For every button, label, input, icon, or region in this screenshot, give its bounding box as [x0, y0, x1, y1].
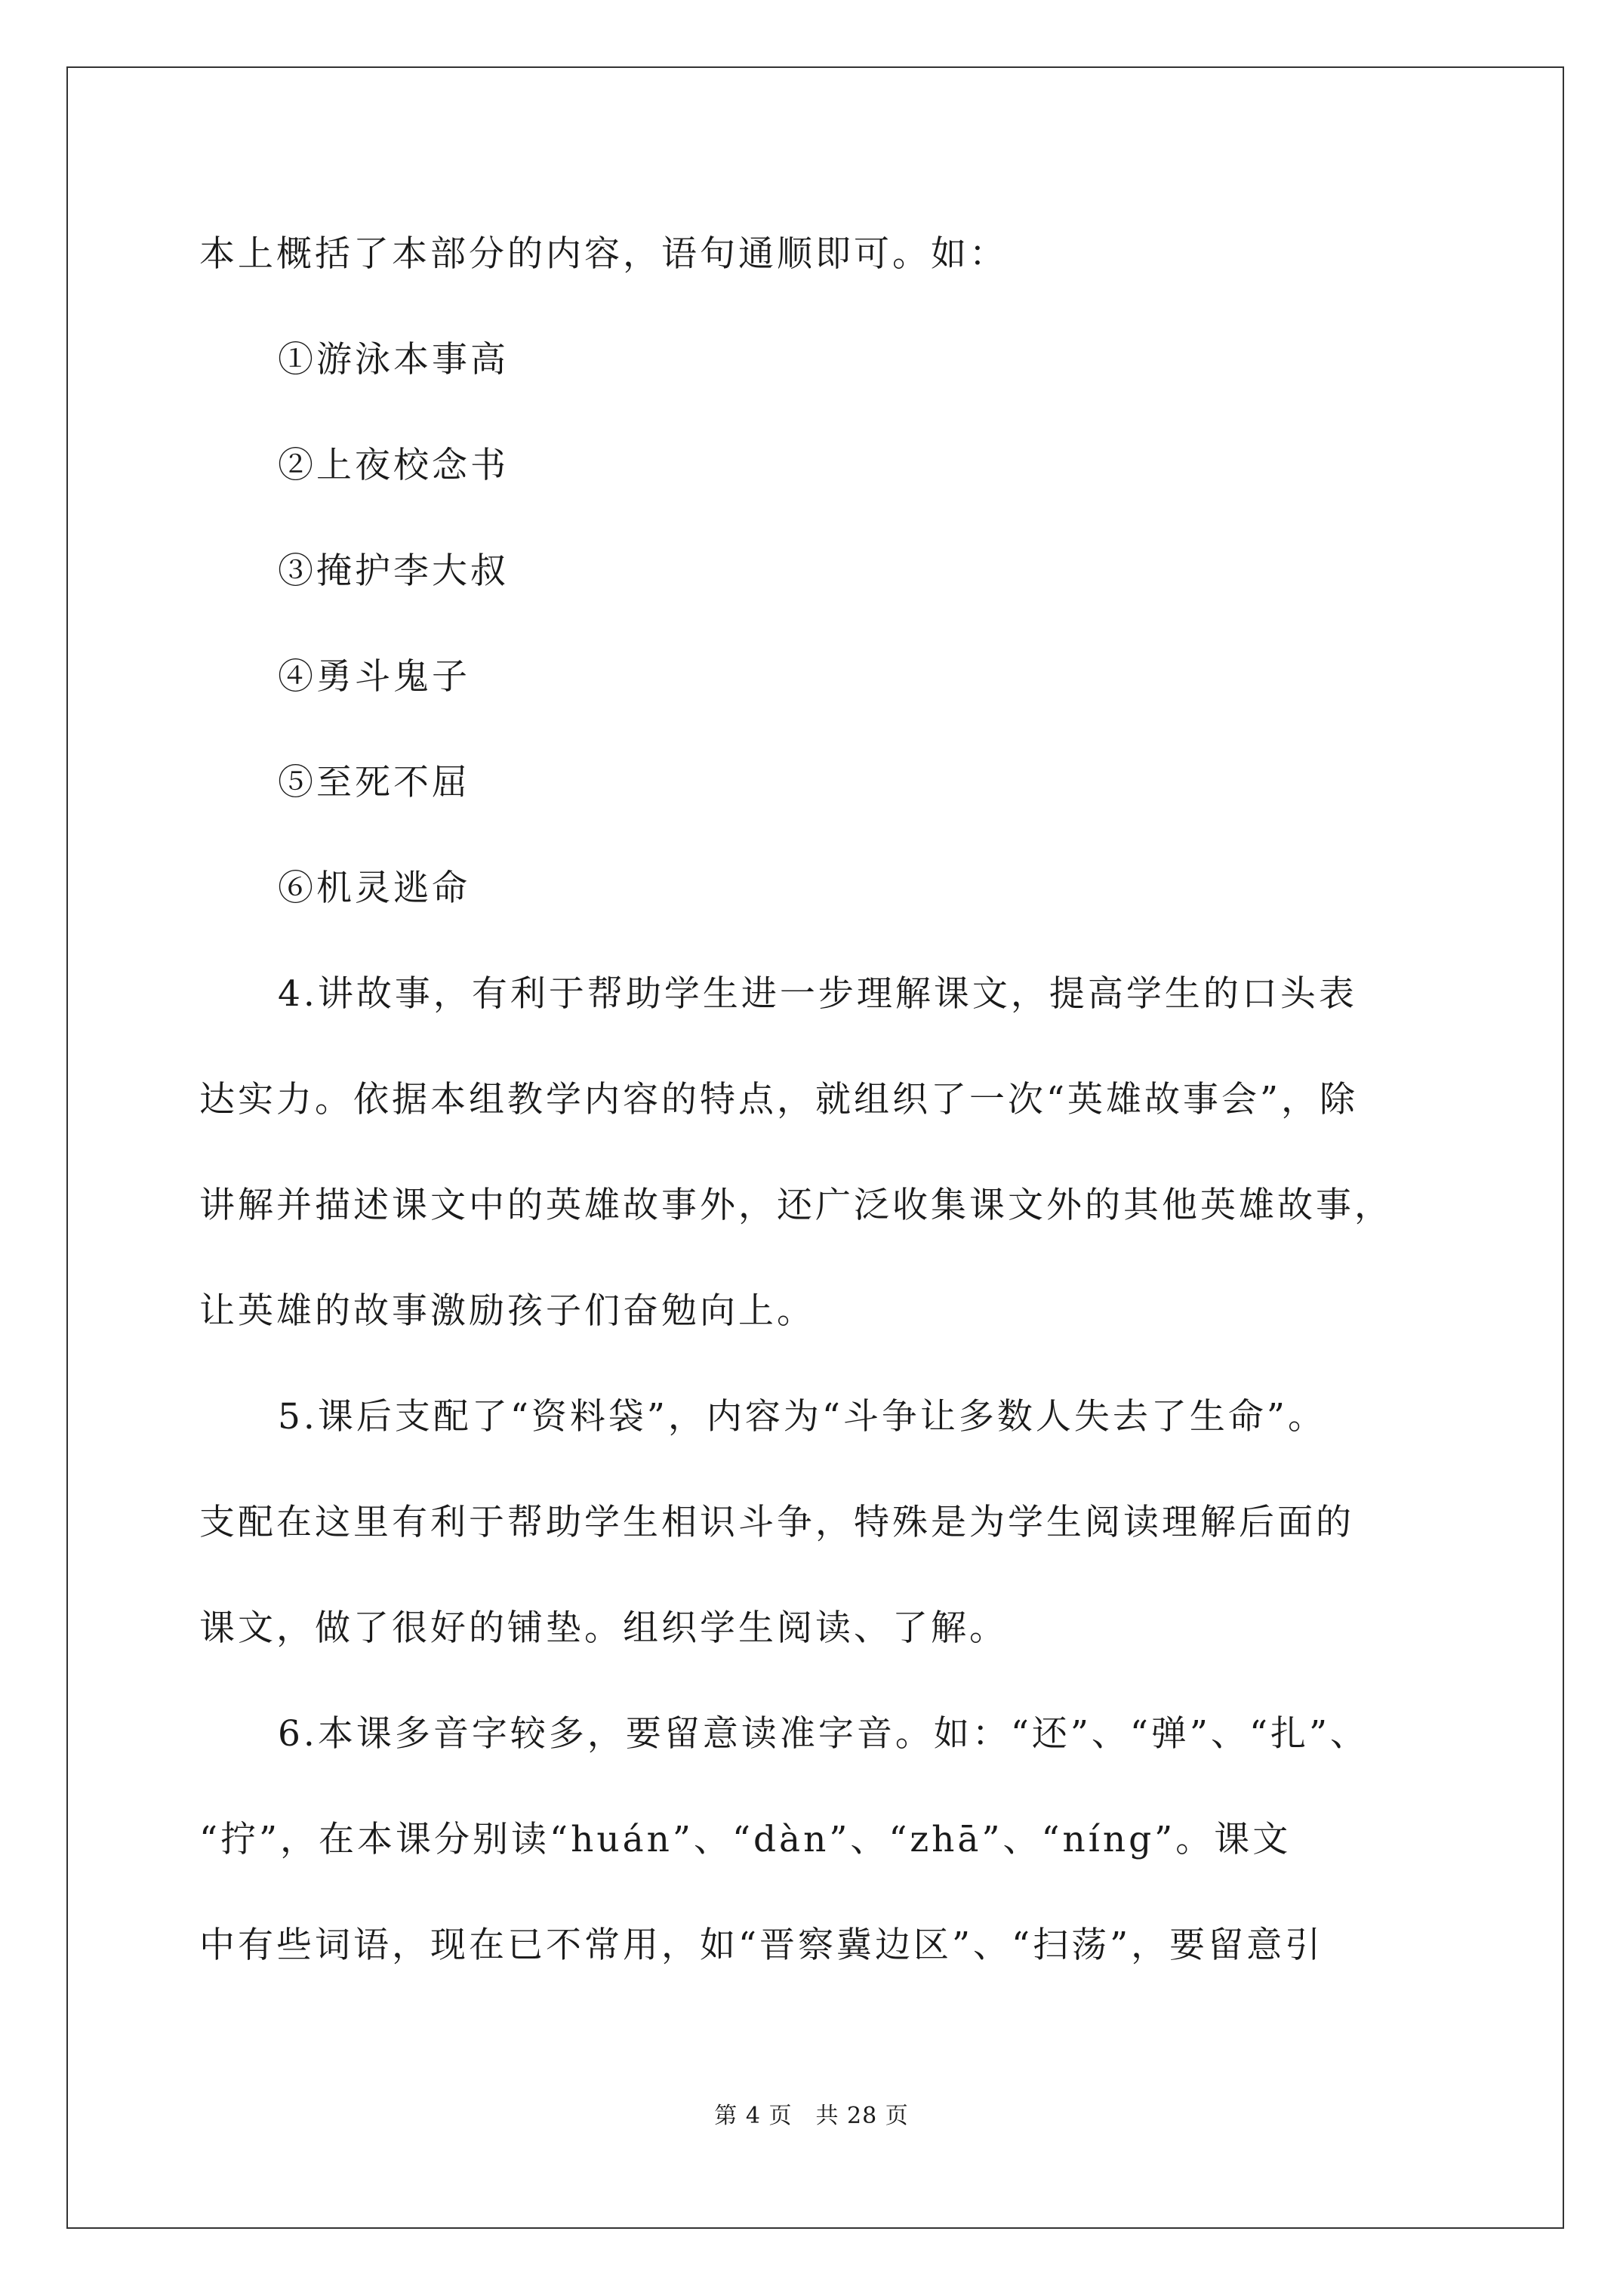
paragraph-5-line: 支配在这里有利于帮助学生相识斗争，特殊是为学生阅读理解后面的 [199, 1502, 1354, 1543]
list-item: ⑤至死不屈 [278, 762, 470, 803]
page-number: 第 4 页 共 28 页 [714, 2103, 909, 2129]
list-item: ②上夜校念书 [278, 445, 509, 486]
page-frame [66, 66, 1564, 2229]
paragraph-4-line: 让英雄的故事激励孩子们奋勉向上。 [199, 1290, 815, 1332]
list-item: ③掩护李大叔 [278, 550, 509, 592]
list-item: ①游泳本事高 [278, 339, 509, 381]
paragraph-6-line: “拧”，在本课分别读“huán”、“dàn”、“zhā”、“níng”。课文 [199, 1819, 1292, 1860]
text-line: 本上概括了本部分的内容，语句通顺即可。如： [199, 233, 1008, 275]
paragraph-4-line: 达实力。依据本组教学内容的特点，就组织了一次“英雄故事会”，除 [199, 1079, 1359, 1120]
list-item: ④勇斗鬼子 [278, 656, 470, 698]
paragraph-4-line: 讲解并描述课文中的英雄故事外，还广泛收集课文外的其他英雄故事， [199, 1185, 1393, 1226]
paragraph-6-line: 中有些词语，现在已不常用，如“晋察冀边区”、“扫荡”，要留意引 [199, 1925, 1324, 1966]
paragraph-4-line: 4.讲故事，有利于帮助学生进一步理解课文，提高学生的口头表 [278, 973, 1357, 1015]
paragraph-6-line: 6.本课多音字较多，要留意读准字音。如：“还”、“弹”、“扎”、 [278, 1713, 1369, 1755]
paragraph-5-line: 5.课后支配了“资料袋”，内容为“斗争让多数人失去了生命”。 [278, 1396, 1326, 1438]
paragraph-5-line: 课文，做了很好的铺垫。组织学生阅读、了解。 [199, 1607, 1008, 1649]
list-item: ⑥机灵逃命 [278, 868, 470, 909]
